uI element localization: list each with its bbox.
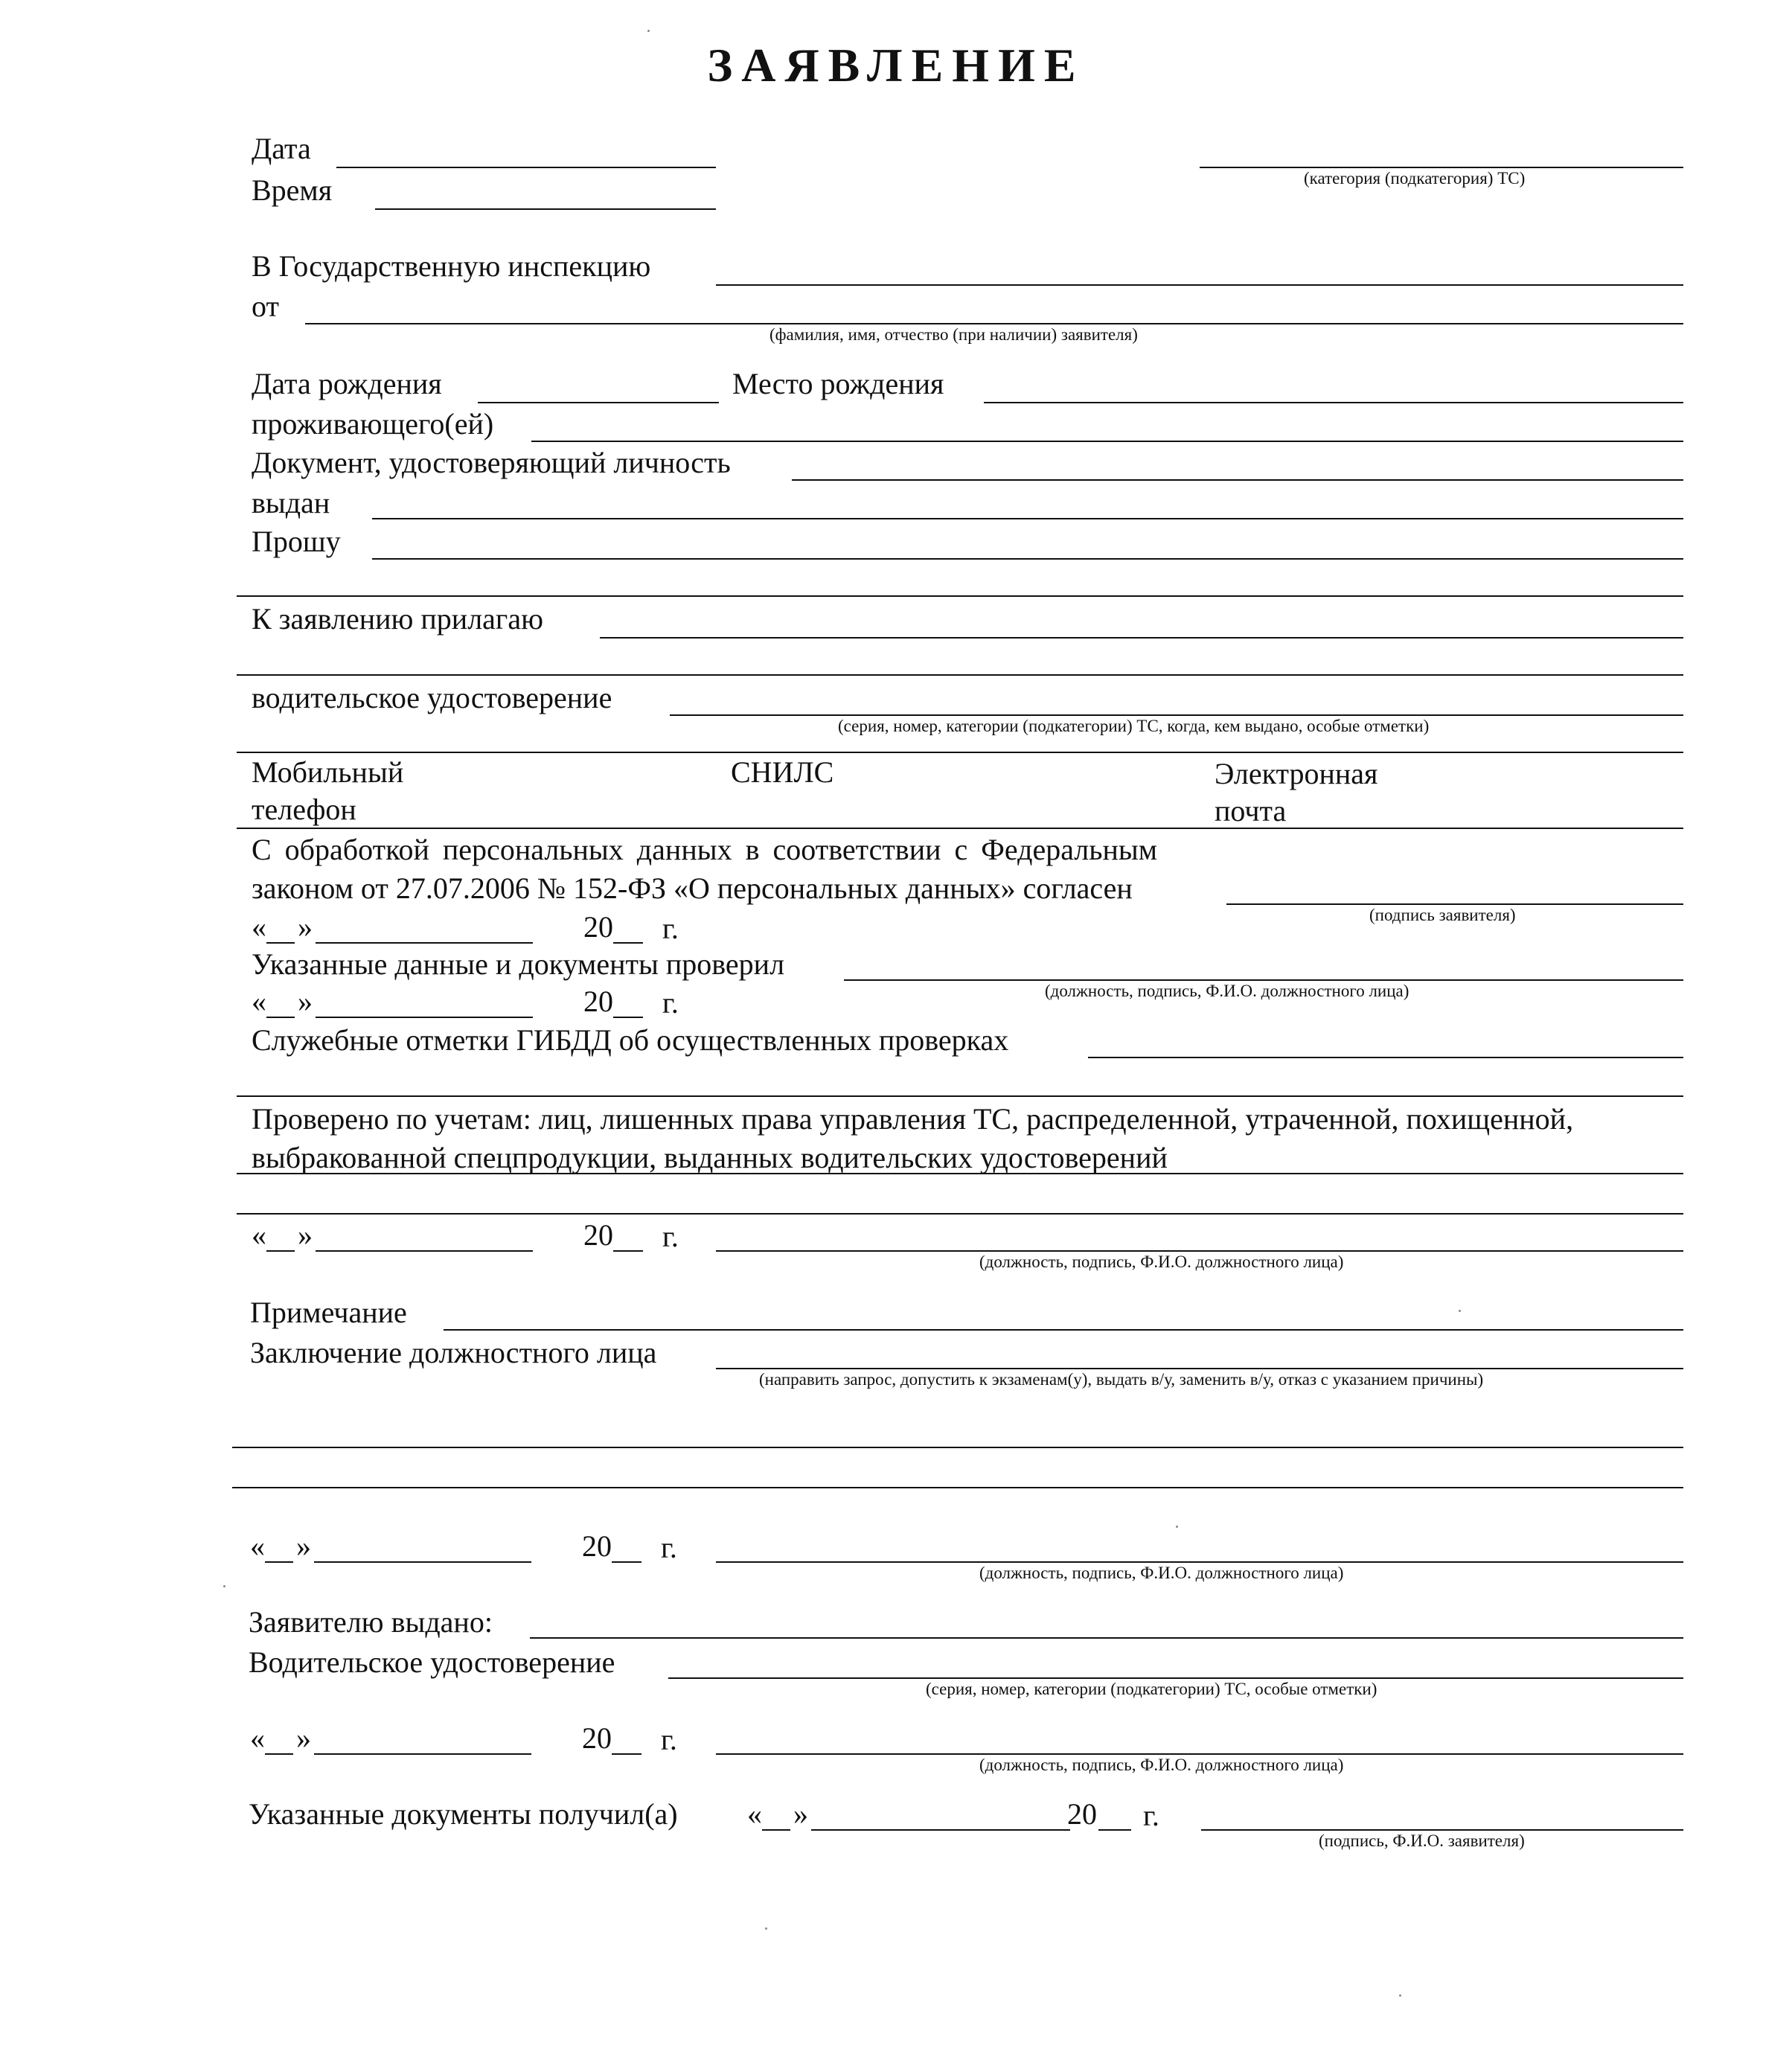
issued-by-label: выдан — [252, 486, 330, 519]
note-field[interactable] — [444, 1329, 1683, 1331]
birth-place-field[interactable] — [984, 402, 1683, 403]
contacts-line[interactable] — [237, 828, 1683, 829]
scan-speck — [647, 30, 650, 32]
records-check-line[interactable] — [237, 1173, 1683, 1174]
page-title: ЗАЯВЛЕНИЕ — [707, 39, 1085, 92]
scan-speck — [765, 1927, 767, 1930]
consent-signature-caption: (подпись заявителя) — [1369, 906, 1516, 924]
mobile-label-line-2: телефон — [252, 793, 356, 826]
date-blank[interactable]: « » 20 г. — [250, 1529, 677, 1564]
date-blank[interactable]: « » 20 г. — [252, 910, 679, 945]
date-blank[interactable]: « » 20 г. — [252, 1218, 679, 1253]
mobile-label: Мобильный — [252, 755, 404, 789]
records-check-text-line-1: Проверено по учетам: лиц, лишенных права управления ТС, распределенной, утраченной, похищенной, — [252, 1102, 1574, 1136]
scan-speck — [223, 1585, 225, 1587]
inspection-label: В Государственную инспекцию — [252, 249, 651, 283]
request-label: Прошу — [252, 525, 341, 558]
issued-license-label: Водительское удостоверение — [249, 1645, 615, 1679]
license-attached-field[interactable] — [670, 714, 1683, 716]
conclusion-official-field[interactable] — [716, 1561, 1683, 1563]
inspection-field[interactable] — [716, 284, 1683, 286]
consent-text-line-1: С обработкой персональных данных в соответствии с Федеральным — [252, 833, 1158, 866]
attachments-field[interactable] — [600, 637, 1683, 639]
time-label: Время — [252, 173, 333, 207]
scan-speck — [1399, 1994, 1401, 1997]
issued-by-field[interactable] — [372, 518, 1683, 519]
date-blank[interactable]: « » 20 г. — [252, 985, 679, 1020]
id-document-field[interactable] — [792, 479, 1683, 481]
scan-speck — [1176, 1526, 1178, 1528]
time-field[interactable] — [375, 208, 716, 210]
date-field[interactable] — [336, 167, 716, 168]
issued-license-field[interactable] — [668, 1677, 1683, 1679]
records-official-caption: (должность, подпись, Ф.И.О. должностного лица) — [979, 1252, 1344, 1271]
data-checked-official-field[interactable] — [844, 979, 1683, 981]
license-attached-label: водительское удостоверение — [252, 681, 612, 714]
from-label: от — [252, 289, 279, 323]
conclusion-caption: (направить запрос, допустить к экзаменам(у), выдать в/у, заменить в/у, отказ с указанием причины) — [759, 1370, 1484, 1389]
applicant-fio-field[interactable] — [305, 323, 1683, 324]
issued-to-applicant-label: Заявителю выдано: — [249, 1605, 493, 1639]
service-marks-label: Служебные отметки ГИБДД об осуществленных проверках — [252, 1023, 1009, 1057]
vehicle-category-caption: (категория (подкатегория) ТС) — [1304, 169, 1526, 188]
conclusion-official-caption: (должность, подпись, Ф.И.О. должностного лица) — [979, 1564, 1344, 1582]
divider-line — [237, 752, 1683, 753]
date-blank[interactable]: « » 20 г. — [747, 1797, 1159, 1832]
date-label: Дата — [252, 132, 311, 165]
applicant-fio-caption: (фамилия, имя, отчество (при наличии) заявителя) — [769, 325, 1138, 344]
issuance-official-caption: (должность, подпись, Ф.И.О. должностного лица) — [979, 1756, 1344, 1774]
records-official-field[interactable] — [716, 1250, 1683, 1252]
id-document-label: Документ, удостоверяющий личность — [252, 446, 731, 479]
residing-label: проживающего(ей) — [252, 407, 494, 441]
residing-field[interactable] — [531, 441, 1683, 442]
issued-to-applicant-field[interactable] — [530, 1637, 1683, 1639]
attachments-label: К заявлению прилагаю — [252, 602, 543, 636]
documents-received-label: Указанные документы получил(а) — [249, 1797, 678, 1831]
birth-place-label: Место рождения — [732, 367, 944, 400]
service-marks-field-line-2[interactable] — [237, 1095, 1683, 1097]
conclusion-field[interactable] — [716, 1368, 1683, 1369]
email-label-line-2: почта — [1215, 794, 1287, 828]
service-marks-field[interactable] — [1088, 1057, 1683, 1058]
issuance-official-field[interactable] — [716, 1753, 1683, 1755]
applicant-received-signature-field[interactable] — [1201, 1829, 1683, 1831]
license-attached-caption: (серия, номер, категории (подкатегории) ТС, когда, кем выдано, особые отметки) — [838, 717, 1430, 735]
birth-date-field[interactable] — [478, 402, 719, 403]
conclusion-field-line-3[interactable] — [232, 1487, 1683, 1488]
note-label: Примечание — [250, 1296, 407, 1329]
request-field-line-2[interactable] — [237, 595, 1683, 597]
records-check-text-line-2: выбракованной спецпродукции, выданных водительских удостоверений — [252, 1141, 1168, 1174]
issued-license-caption: (серия, номер, категории (подкатегории) ТС, особые отметки) — [926, 1680, 1377, 1698]
conclusion-field-line-2[interactable] — [232, 1447, 1683, 1448]
consent-text-line-2: законом от 27.07.2006 № 152-ФЗ «О персональных данных» согласен — [252, 871, 1133, 905]
request-field[interactable] — [372, 558, 1683, 560]
snils-label: СНИЛС — [731, 755, 834, 789]
date-blank[interactable]: « » 20 г. — [250, 1721, 677, 1756]
scan-speck — [1459, 1310, 1461, 1312]
records-check-line-2[interactable] — [237, 1213, 1683, 1215]
attachments-field-line-2[interactable] — [237, 674, 1683, 676]
email-label: Электронная — [1215, 757, 1378, 790]
vehicle-category-field[interactable] — [1200, 167, 1683, 168]
data-checked-official-caption: (должность, подпись, Ф.И.О. должностного лица) — [1045, 982, 1409, 1000]
applicant-received-signature-caption: (подпись, Ф.И.О. заявителя) — [1319, 1831, 1525, 1850]
birth-date-label: Дата рождения — [252, 367, 442, 400]
data-checked-label: Указанные данные и документы проверил — [252, 947, 785, 981]
consent-signature-field[interactable] — [1226, 903, 1683, 905]
conclusion-label: Заключение должностного лица — [250, 1336, 657, 1369]
